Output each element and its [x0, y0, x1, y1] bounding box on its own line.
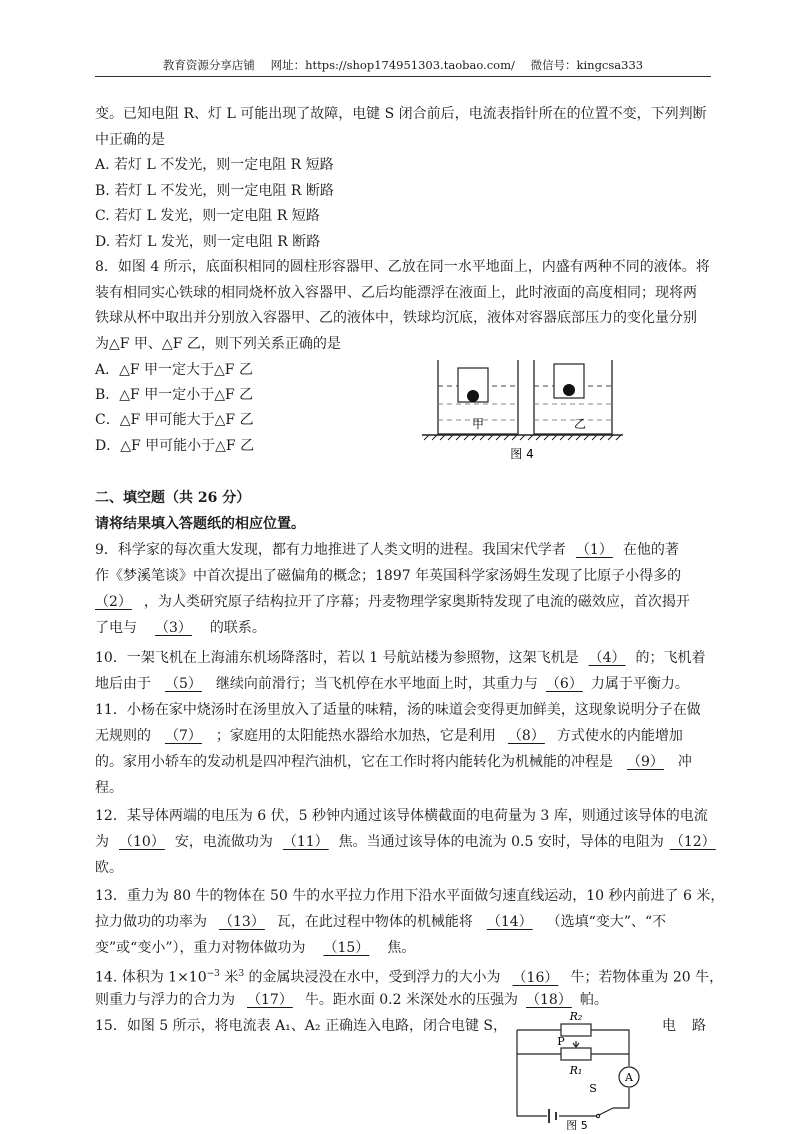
iron-ball-a [467, 390, 479, 402]
q9-text-1b: 在他的著 [622, 542, 679, 558]
figure-5-ammeter-label: A [625, 1071, 633, 1084]
blank-7[interactable]: （7） [165, 728, 202, 744]
q14-exponent: −3 [206, 969, 220, 979]
q13-line-1: 13．重力为 80 牛的物体在 50 牛的水平拉力作用下沿水平面做匀速直线运动，10 秒内前进了 6 米， [95, 888, 725, 904]
q14-text-1a: 14. 体积为 1×10 [95, 969, 207, 986]
q8-option-a: A．△F 甲一定大于△F 乙 [95, 362, 253, 378]
figure-4-label-b: 乙 [573, 417, 587, 431]
q7-option-a: A. 若灯 L 不发光，则一定电阻 R 短路 [95, 157, 334, 173]
q8-line-1: 8．如图 4 所示，底面积相同的圆柱形容器甲、乙放在同一水平地面上，内盛有两种不同的液体。将 [95, 259, 710, 275]
q12-line-1: 12．某导体两端的电压为 6 伏，5 秒钟内通过该导体横截面的电荷量为 3 库，则通过该导体的电流 [95, 808, 708, 824]
blank-15[interactable]: （15） [323, 940, 370, 956]
figure-4 [420, 356, 625, 468]
q7-option-d: D. 若灯 L 发光，则一定电阻 R 断路 [95, 234, 321, 250]
q14-line-1 [95, 964, 723, 988]
blank-4[interactable]: （4） [588, 650, 626, 666]
q11-line-3 [95, 752, 692, 772]
q14-text-1b: 米 [219, 969, 239, 986]
q13-text-2c: （选填“变大”、“不 [546, 914, 667, 930]
q7-line-1: 变。已知电阻 R、灯 L 可能出现了故障，电键 S 闭合前后，电流表指针所在的位置不变，下列判断 [95, 106, 707, 122]
q14-text-2c: 帕。 [579, 992, 608, 1008]
q7-option-c: C. 若灯 L 发光，则一定电阻 R 短路 [95, 208, 320, 224]
q10-text-2c: 力属于平衡力。 [590, 676, 689, 692]
q14-text-2b: 牛。距水面 0.2 米深处水的压强为 [304, 992, 518, 1008]
blank-18[interactable]: （18） [526, 992, 572, 1008]
q8-line-3: 铁球从杯中取出并分别放入容器甲、乙的液体中，铁球均沉底，液体对容器底部压力的变化量分别 [95, 310, 697, 326]
figure-5-caption: 图 5 [566, 1119, 588, 1130]
q13-text-3a: 变”或“变小”），重力对物体做功为 [95, 940, 306, 956]
q10-text-1a: 10．一架飞机在上海浦东机场降落时，若以 1 号航站楼为参照物，这架飞机是 [95, 650, 579, 666]
blank-16[interactable]: （16） [512, 969, 559, 986]
q12-line-2 [95, 832, 722, 852]
q10-line-1 [95, 648, 706, 668]
figure-4-caption: 图 4 [510, 447, 534, 461]
figure-5-circuit [505, 1008, 650, 1130]
q9-text-3a: ，为人类研究原子结构拉开了序幕；丹麦物理学家奥斯特发现了电流的磁效应，首次揭开 [143, 594, 690, 610]
figure-4-drawing [420, 356, 625, 468]
q12-text-2c: 焦。当通过该导体的电流为 0.5 安时，导体的电阻为 [338, 834, 664, 850]
q13-text-2a: 拉力做功的功率为 [95, 914, 207, 930]
q14-line-2 [95, 990, 608, 1010]
q9-text-4b: 的联系。 [209, 620, 266, 636]
q13-line-3 [95, 938, 415, 958]
blank-11[interactable]: （11） [282, 834, 329, 850]
q13-line-2 [95, 912, 666, 932]
q8-line-2: 装有相同实心铁球的相同烧杯放入容器甲、乙后均能漂浮在液面上，此时液面的高度相同；现将两 [95, 285, 697, 301]
q15-tail-2: 路 [692, 1018, 706, 1034]
header-wechat: 微信号：kingcsa333 [530, 58, 644, 72]
q11-line-1: 11．小杨在家中烧汤时在汤里放入了适量的味精，汤的味道会变得更加鲜美，这现象说明分子在做 [95, 702, 701, 718]
q7-line-2: 中正确的是 [95, 132, 165, 148]
q9-line-1 [95, 540, 679, 560]
section-2-instruction: 请将结果填入答题纸的相应位置。 [95, 516, 305, 532]
blank-12[interactable]: （12） [669, 834, 716, 850]
q14-text-1c: 的金属块浸没在水中，受到浮力的大小为 [244, 969, 501, 986]
q9-line-2: 作《梦溪笔谈》中首次提出了磁偏角的概念；1897 年英国科学家汤姆生发现了比原子小得多的 [95, 568, 682, 584]
blank-14[interactable]: （14） [486, 914, 533, 930]
q8-option-b: B．△F 甲一定小于△F 乙 [95, 387, 254, 403]
header-url: 网址：https://shop174951303.taobao.com/ [270, 58, 515, 72]
figure-5-r2-label: R₂ [569, 1010, 583, 1023]
q8-line-4: 为△F 甲、△F 乙，则下列关系正确的是 [95, 336, 341, 352]
q7-option-b: B. 若灯 L 不发光，则一定电阻 R 断路 [95, 183, 334, 199]
q14-exponent-2: 3 [238, 969, 245, 979]
q11-text-2c: 方式使水的内能增加 [556, 728, 683, 744]
q12-text-2b: 安，电流做功为 [174, 834, 273, 850]
q9-line-4 [95, 618, 266, 638]
figure-5-p-label: P [557, 1035, 565, 1048]
q8-option-c: C．△F 甲可能大于△F 乙 [95, 412, 254, 428]
figure-5-r1-label: R₁ [569, 1064, 583, 1077]
header-shop: 教育资源分享店铺 [162, 58, 255, 72]
q9-text-1a: 9．科学家的每次重大发现，都有力地推进了人类文明的进程。我国宋代学者 [95, 542, 566, 558]
blank-10[interactable]: （10） [119, 834, 165, 850]
q11-line-2 [95, 726, 683, 746]
blank-6[interactable]: （6） [545, 676, 583, 692]
q14-text-2a: 则重力与浮力的合力为 [95, 992, 235, 1008]
q11-text-2b: ；家庭用的太阳能热水器给水加热，它是利用 [215, 728, 496, 744]
blank-2[interactable]: （2） [95, 594, 132, 610]
q11-line-4: 程。 [95, 780, 123, 796]
blank-1[interactable]: （1） [575, 542, 613, 558]
q10-text-2a: 地后由于 [95, 676, 151, 692]
blank-3[interactable]: （3） [155, 620, 192, 636]
iron-ball-b [563, 384, 575, 396]
q15-tail-1: 电 [662, 1018, 676, 1034]
blank-13[interactable]: （13） [219, 914, 265, 930]
q13-text-2b: 瓦，在此过程中物体的机械能将 [276, 914, 473, 930]
q12-line-3: 欧。 [95, 860, 123, 876]
q11-text-3b: 冲 [677, 754, 692, 770]
blank-5[interactable]: （5） [165, 676, 202, 692]
q14-text-1d: 牛；若物体重为 20 牛， [570, 969, 724, 986]
q11-text-2a: 无规则的 [95, 728, 151, 744]
q15-line-1: 15．如图 5 所示，将电流表 A₁、A₂ 正确连入电路，闭合电键 S， [95, 1018, 508, 1034]
blank-17[interactable]: （17） [247, 992, 293, 1008]
q9-text-4a: 了电与 [95, 620, 137, 636]
q13-text-3b: 焦。 [387, 940, 416, 956]
q10-line-2 [95, 674, 689, 694]
blank-8[interactable]: （8） [507, 728, 545, 744]
q9-line-3 [95, 592, 690, 612]
q10-text-1b: 的；飞机着 [635, 650, 706, 666]
q12-text-2a: 为 [95, 834, 109, 850]
section-2-title: 二、填空题（共 26 分） [95, 490, 251, 506]
blank-9[interactable]: （9） [627, 754, 664, 770]
q11-text-3a: 的。家用小轿车的发动机是四冲程汽油机，它在工作时将内能转化为机械能的冲程是 [95, 754, 613, 770]
q8-option-d: D．△F 甲可能小于△F 乙 [95, 438, 255, 454]
figure-5 [505, 1008, 650, 1130]
figure-4-label-a: 甲 [471, 417, 485, 431]
figure-5-s-label: S [589, 1082, 597, 1095]
q10-text-2b: 继续向前滑行；当飞机停在水平地面上时，其重力与 [215, 676, 538, 692]
page-header [95, 56, 711, 77]
